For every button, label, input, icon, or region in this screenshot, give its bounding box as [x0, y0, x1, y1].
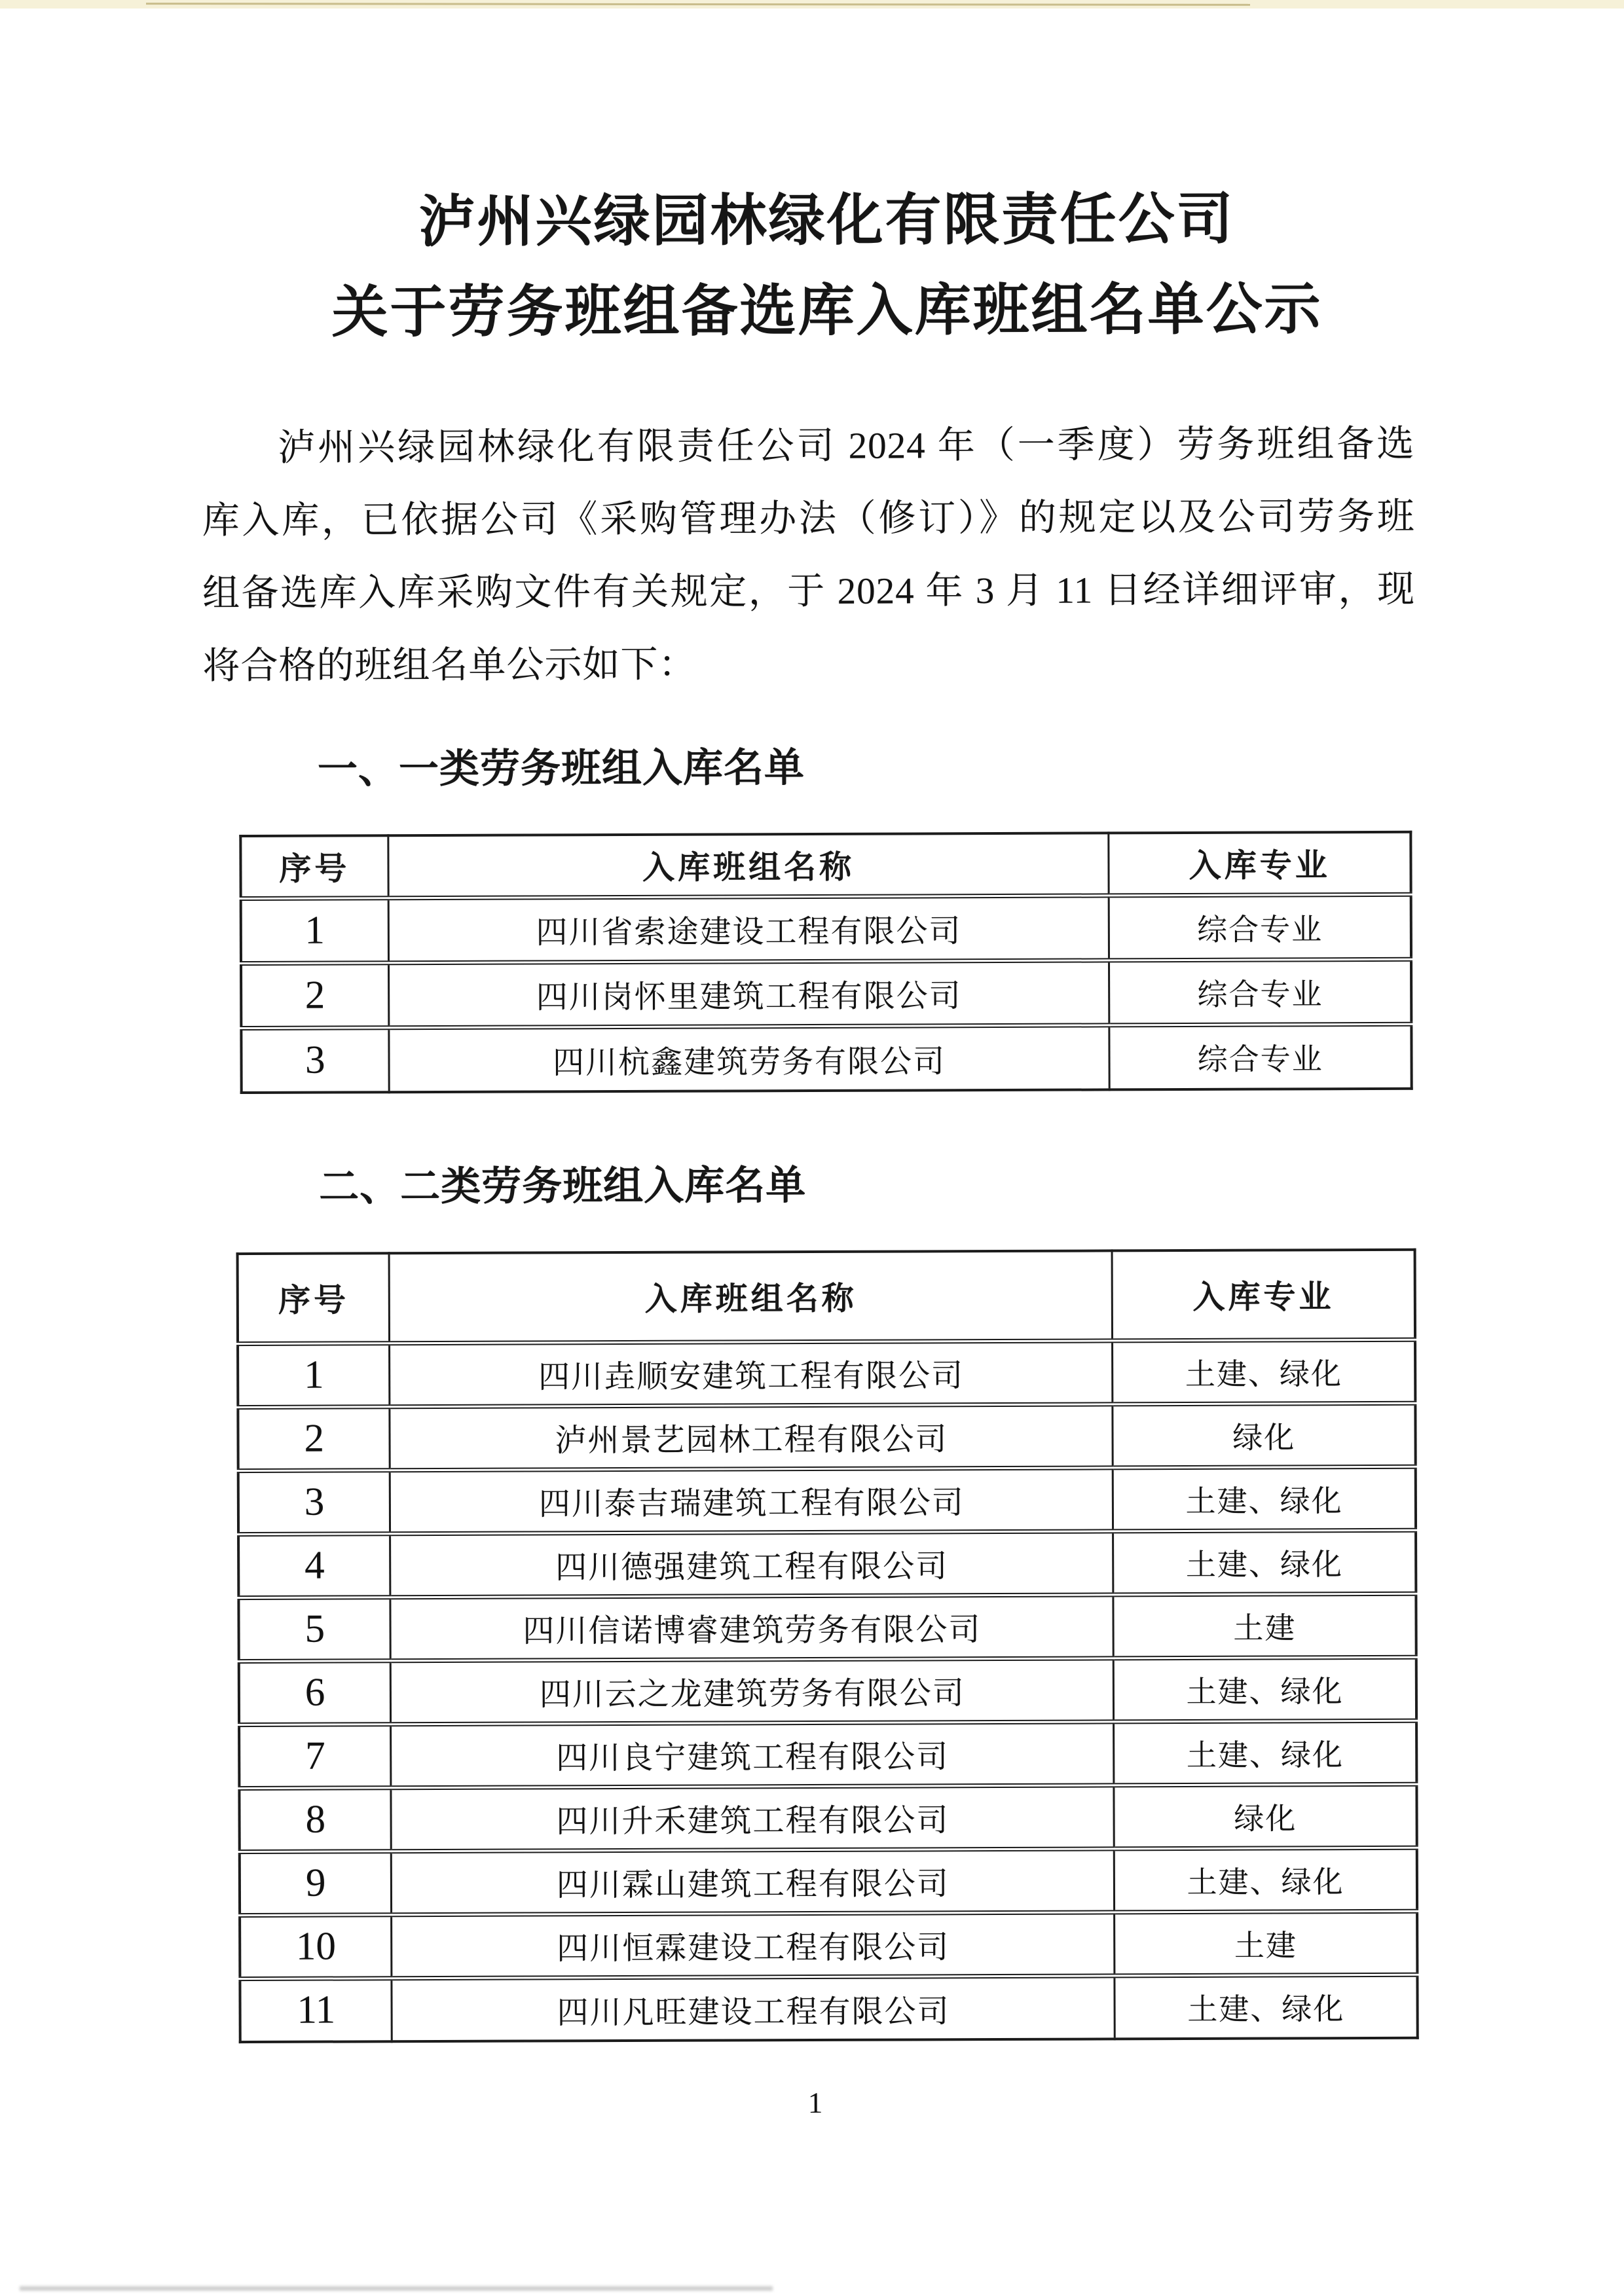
cell-team-name: 四川云之龙建筑劳务有限公司: [391, 1658, 1114, 1724]
cell-specialty: 绿化: [1113, 1403, 1415, 1468]
cell-specialty: 综合专业: [1109, 959, 1411, 1025]
table-row: [238, 1339, 1415, 1407]
cell-team-name: 四川霖山建筑工程有限公司: [392, 1848, 1115, 1914]
cell-specialty: 土建、绿化: [1115, 1848, 1417, 1912]
col-header-specialty: 入库专业: [1112, 1250, 1415, 1341]
cell-specialty: 土建、绿化: [1113, 1530, 1416, 1595]
table-row: [239, 1784, 1416, 1851]
cell-specialty: 土建、绿化: [1115, 1975, 1417, 2039]
intro-paragraph: [202, 408, 1416, 702]
paragraph-line-2: 库入库，已依据公司《采购管理办法（修订）》的规定以及公司劳务班: [202, 496, 1415, 542]
table-body: [241, 894, 1412, 1093]
cell-serial: 5: [238, 1597, 390, 1661]
cell-team-name: 四川垚顺安建筑工程有限公司: [390, 1340, 1113, 1406]
cell-serial: 6: [239, 1660, 391, 1724]
page-number: 1: [807, 2086, 823, 2120]
section-1-heading: 一、一类劳务班组入库名单: [317, 745, 805, 792]
cell-serial: 11: [240, 1978, 392, 2042]
cell-team-name: 四川升禾建筑工程有限公司: [391, 1785, 1114, 1851]
cell-team-name: 四川泰吉瑞建筑工程有限公司: [390, 1467, 1113, 1533]
cell-serial: 2: [241, 962, 389, 1028]
table-row: [239, 1721, 1416, 1788]
cell-team-name: 四川省索途建设工程有限公司: [388, 895, 1109, 962]
col-header-serial: 序号: [240, 835, 388, 898]
class-2-roster-table: [236, 1248, 1419, 2043]
cell-team-name: 四川良宁建筑工程有限公司: [391, 1721, 1114, 1787]
table-row: [238, 1403, 1415, 1470]
paragraph-line-4: 将合格的班组名单公示如下：: [202, 644, 697, 687]
paragraph-line-1: 泸州兴绿园林绿化有限责任公司 2024 年（一季度）劳务班组备选: [278, 423, 1415, 469]
cell-serial: 1: [241, 898, 389, 963]
table-body: [238, 1339, 1418, 2042]
cell-serial: 7: [239, 1724, 391, 1788]
table-row: [240, 1848, 1417, 1915]
cell-team-name: 四川信诺博睿建筑劳务有限公司: [390, 1594, 1113, 1660]
cell-specialty: 绿化: [1114, 1784, 1416, 1849]
cell-specialty: 土建、绿化: [1113, 1467, 1416, 1531]
cell-serial: 9: [240, 1851, 392, 1915]
doc-title-line-1: 泸州兴绿园林绿化有限责任公司: [418, 187, 1235, 254]
table-row: [238, 1530, 1416, 1597]
cell-specialty: 土建: [1115, 1911, 1417, 1976]
cell-team-name: 四川恒霖建设工程有限公司: [392, 1912, 1115, 1978]
col-header-serial: 序号: [238, 1253, 390, 1343]
cell-team-name: 四川杭鑫建筑劳务有限公司: [389, 1025, 1110, 1092]
doc-title-line-2: 关于劳务班组备选库入库班组名单公示: [331, 278, 1323, 344]
cell-specialty: 土建、绿化: [1114, 1721, 1416, 1785]
paragraph-line-3: 组备选库入库采购文件有关规定，于 2024 年 3 月 11 日经详细评审，现: [202, 568, 1416, 615]
table-header-row: [238, 1250, 1415, 1343]
table-row: [239, 1657, 1416, 1724]
cell-serial: 2: [238, 1406, 390, 1470]
cell-serial: 1: [238, 1343, 390, 1407]
cell-specialty: 综合专业: [1109, 894, 1411, 960]
cell-serial: 3: [241, 1027, 389, 1093]
cell-specialty: 土建、绿化: [1113, 1339, 1415, 1404]
cell-team-name: 四川德强建筑工程有限公司: [390, 1531, 1113, 1597]
cell-team-name: 四川凡旺建设工程有限公司: [392, 1975, 1115, 2041]
cell-specialty: 土建、绿化: [1114, 1657, 1416, 1722]
class-1-roster-table: [239, 831, 1412, 1094]
col-header-team-name: 入库班组名称: [389, 1250, 1112, 1343]
table-row: [241, 959, 1411, 1028]
cell-serial: 8: [239, 1787, 391, 1851]
col-header-specialty: 入库专业: [1109, 832, 1411, 896]
table-row: [240, 1911, 1417, 1978]
scan-edge-artifact-bottom: [20, 2286, 773, 2291]
table-row: [241, 894, 1411, 963]
cell-serial: 4: [238, 1533, 390, 1597]
table-row: [241, 1024, 1411, 1093]
table-row: [238, 1594, 1416, 1661]
cell-team-name: 四川岗怀里建筑工程有限公司: [388, 960, 1109, 1027]
table-header-row: [240, 832, 1411, 898]
table-row: [238, 1467, 1416, 1534]
table-row: [240, 1975, 1417, 2042]
cell-serial: 10: [240, 1914, 392, 1978]
cell-specialty: 综合专业: [1109, 1024, 1411, 1090]
col-header-team-name: 入库班组名称: [388, 833, 1109, 898]
cell-team-name: 泸州景艺园林工程有限公司: [390, 1404, 1113, 1470]
cell-specialty: 土建: [1113, 1594, 1416, 1658]
section-2-heading: 二、二类劳务班组入库名单: [319, 1163, 807, 1209]
cell-serial: 3: [238, 1470, 390, 1534]
